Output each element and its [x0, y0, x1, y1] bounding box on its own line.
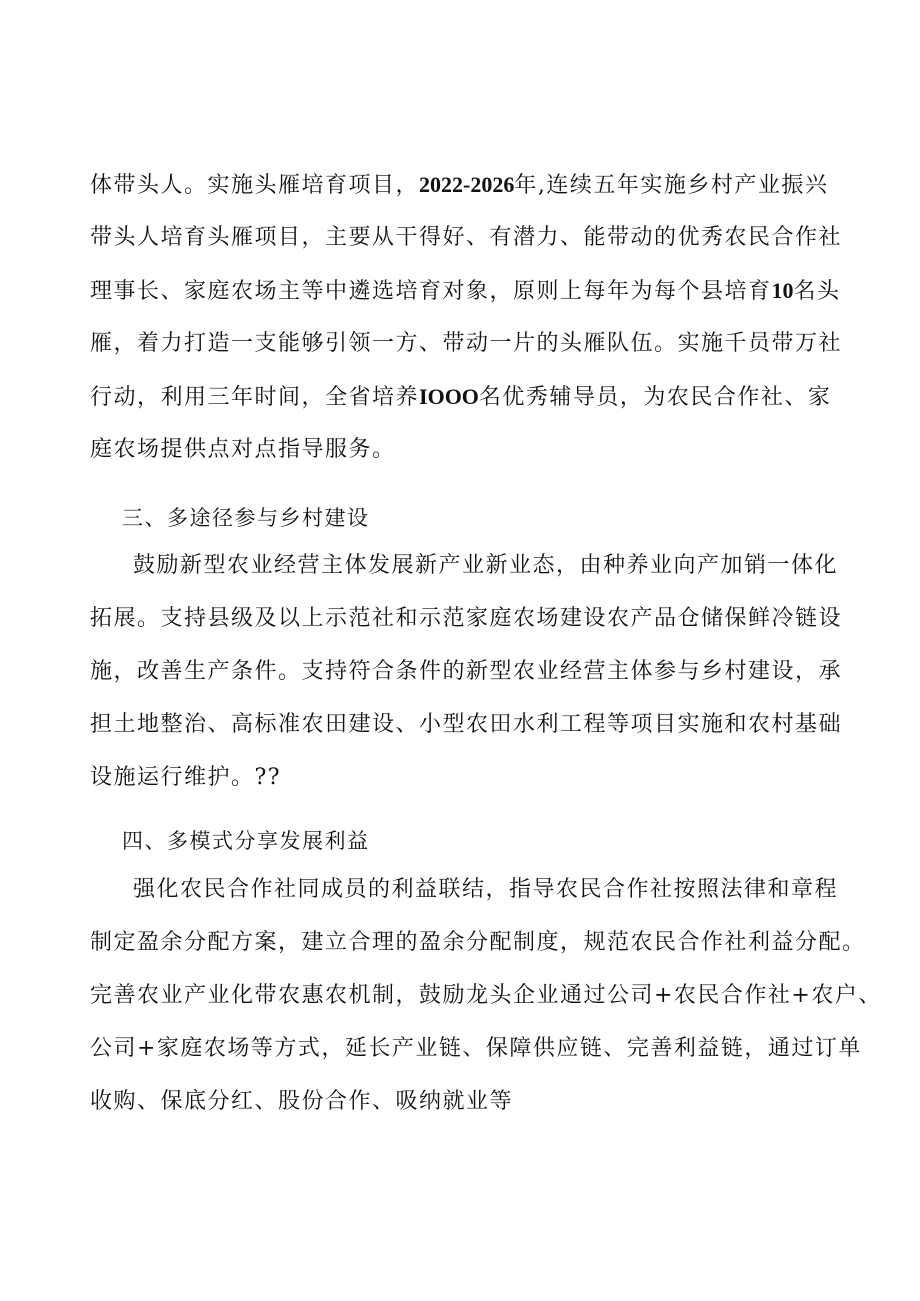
bold-text-run: IOOO [419, 384, 479, 409]
paragraph-line [90, 276, 850, 307]
paragraph-line: 雁，着力打造一支能够引领一方、带动一片的头雁队伍。实施千员带万社 [90, 331, 843, 356]
text-run: 年,连续五年实施乡村产业振兴 [514, 173, 829, 198]
paragraph-line: 鼓励新型农业经营主体发展新产业新业态，由种养业向产加销一体化 [133, 553, 839, 578]
paragraph-line: 拓展。支持县级及以上示范社和示范家庭农场建设农产品仓储保鲜冷链设 [90, 606, 843, 631]
bold-text-run: 10 [771, 278, 794, 303]
text-run: 行动，利用三年时间，全省培养 [90, 385, 420, 410]
paragraph-line: 担土地整治、高标准农田建设、小型农田水利工程等项目实施和农村基础 [90, 712, 843, 737]
text-run: 名头 [793, 279, 841, 304]
paragraph-line: 制定盈余分配方案，建立合理的盈余分配制度，规范农民合作社利益分配。 [90, 930, 866, 955]
paragraph-line: 强化农民合作社同成员的利益联结，指导农民合作社按照法律和章程 [133, 877, 839, 902]
section-heading: 三、多途径参与乡村建设 [122, 506, 370, 530]
paragraph-line: 收购、保底分红、股份合作、吸纳就业等 [90, 1089, 514, 1114]
paragraph-line: 庭农场提供点对点指导服务。 [90, 437, 396, 462]
paragraph-line: 完善农业产业化带农惠农机制，鼓励龙头企业通过公司+农民合作社+农户、 [90, 983, 882, 1008]
paragraph-line [90, 170, 850, 201]
text-run: 理事长、家庭农场主等中遴选培育对象，原则上每年为每个县培育 [90, 279, 772, 304]
paragraph-line [90, 382, 850, 413]
text-run: 体带头人。实施头雁培育项目， [90, 173, 420, 198]
paragraph-line: 带头人培育头雁项目，主要从干得好、有潜力、能带动的优秀农民合作社 [90, 225, 843, 250]
bold-text-run: 2022-2026 [419, 172, 515, 197]
paragraph-line: 公司+家庭农场等方式，延长产业链、保障供应链、完善利益链，通过订单 [90, 1036, 862, 1061]
paragraph-line: 设施运行维护。?? [90, 765, 282, 790]
section-heading: 四、多模式分享发展利益 [122, 829, 370, 853]
text-run: 名优秀辅导员，为农民合作社、家 [478, 385, 832, 410]
paragraph-line: 施，改善生产条件。支持符合条件的新型农业经营主体参与乡村建设，承 [90, 659, 843, 684]
